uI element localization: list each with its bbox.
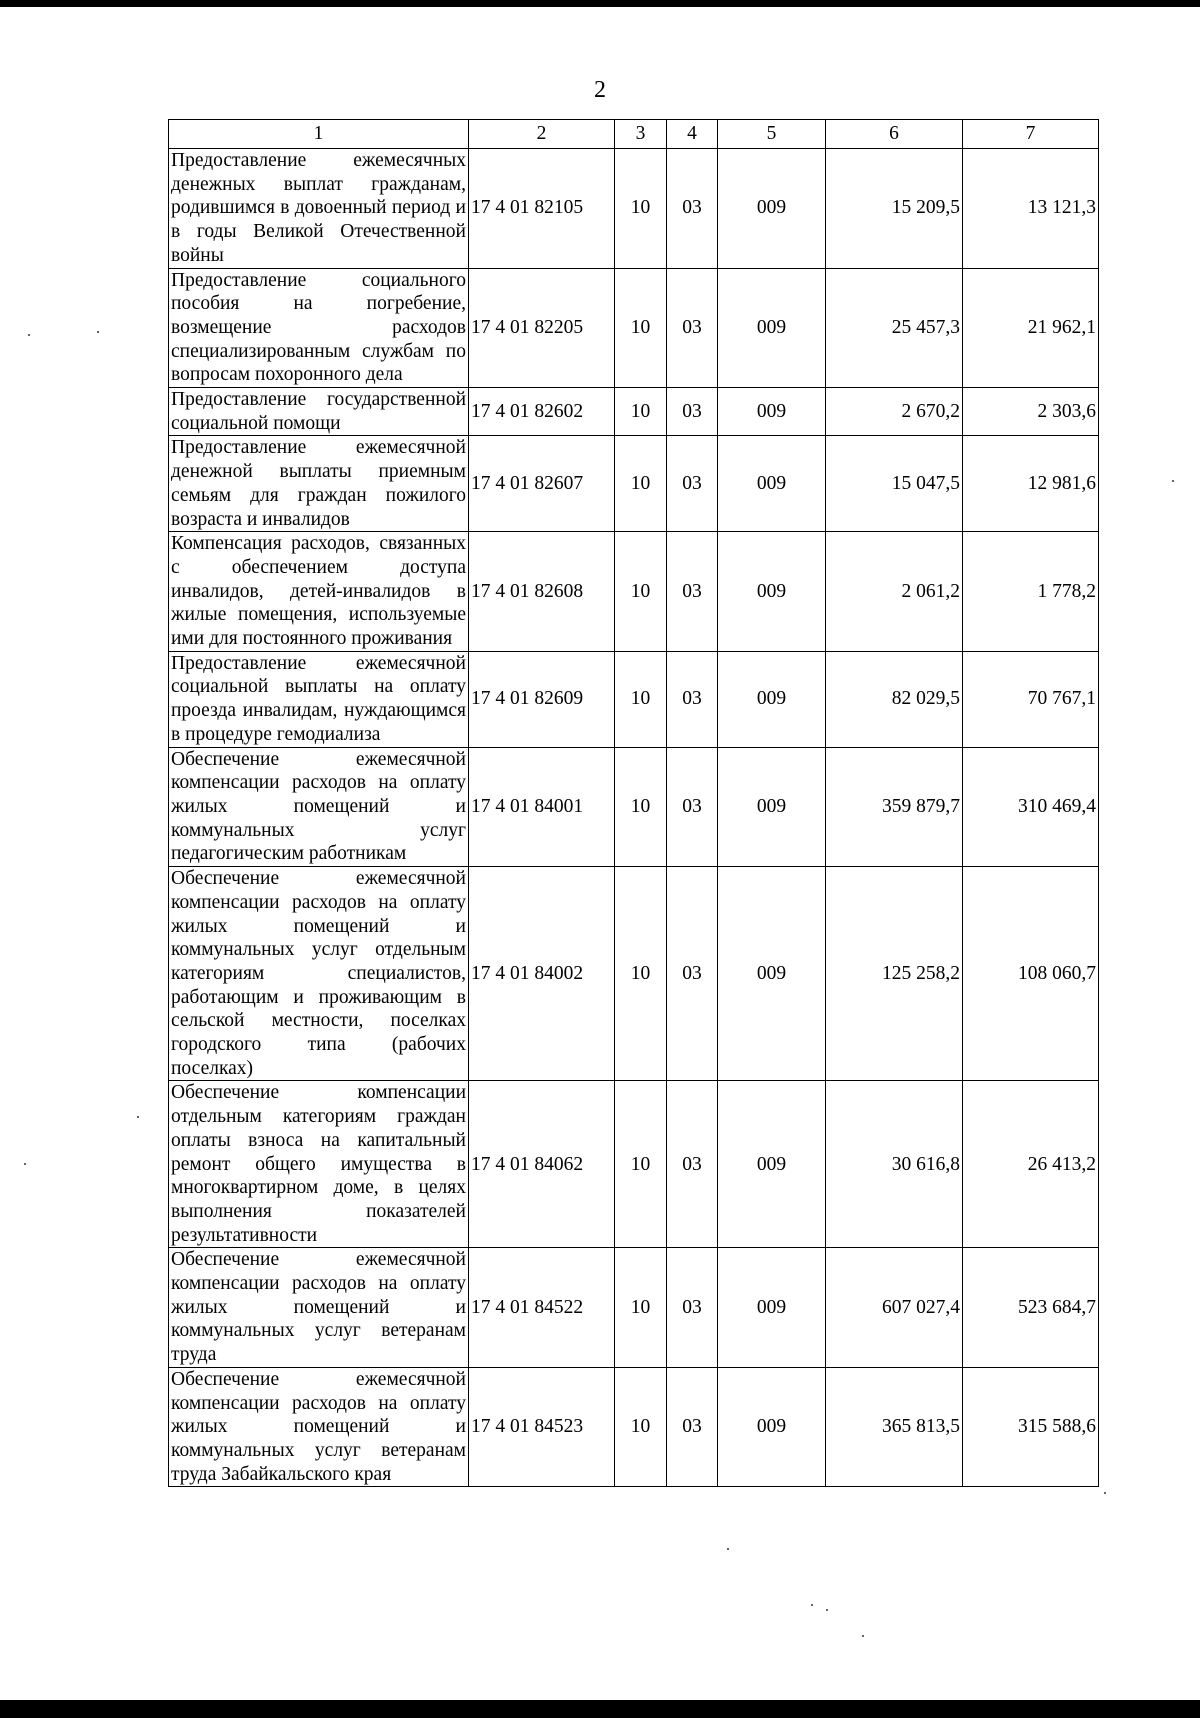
scan-speck <box>97 331 99 333</box>
scan-speck <box>24 1163 26 1165</box>
table-row <box>169 651 1099 747</box>
row-col-3: 10 <box>615 747 667 867</box>
row-col-6: 30 616,8 <box>826 1081 963 1248</box>
table-row <box>169 268 1099 388</box>
header-col-4: 4 <box>667 120 718 149</box>
row-col-6: 15 209,5 <box>826 149 963 269</box>
row-col-4: 03 <box>667 747 718 867</box>
row-col-4: 03 <box>667 867 718 1081</box>
row-col-7: 70 767,1 <box>963 651 1099 747</box>
row-col-6: 2 670,2 <box>826 388 963 436</box>
table-row <box>169 1081 1099 1248</box>
table-row <box>169 1367 1099 1487</box>
row-col-4: 03 <box>667 1248 718 1368</box>
header-row <box>169 120 1099 149</box>
row-name: Предоставление социального пособия на погребение, возмещение расходов специализированным службам по вопросам похоронного дела <box>169 268 469 388</box>
header-col-6: 6 <box>826 120 963 149</box>
row-col-3: 10 <box>615 1081 667 1248</box>
row-code: 17 4 01 82607 <box>469 436 615 532</box>
row-col-3: 10 <box>615 1367 667 1487</box>
scan-speck <box>1172 480 1174 482</box>
row-col-7: 12 981,6 <box>963 436 1099 532</box>
row-name: Предоставление ежемесячной социальной выплаты на оплату проезда инвалидам, нуждающимся в процедуре гемодиализа <box>169 651 469 747</box>
row-col-5: 009 <box>718 1081 826 1248</box>
row-col-4: 03 <box>667 651 718 747</box>
row-col-5: 009 <box>718 436 826 532</box>
row-col-5: 009 <box>718 747 826 867</box>
row-col-5: 009 <box>718 149 826 269</box>
row-col-3: 10 <box>615 867 667 1081</box>
table-header <box>169 120 1099 149</box>
header-col-7: 7 <box>963 120 1099 149</box>
table-body <box>169 149 1099 1487</box>
row-col-3: 10 <box>615 149 667 269</box>
row-col-7: 523 684,7 <box>963 1248 1099 1368</box>
row-col-4: 03 <box>667 388 718 436</box>
row-name: Обеспечение ежемесячной компенсации расходов на оплату жилых помещений и коммунальных услуг отдельным категориям специалистов, работающим и проживающим в сельской местности, поселках городского типа (рабочих поселках) <box>169 867 469 1081</box>
row-col-3: 10 <box>615 1248 667 1368</box>
row-name: Предоставление ежемесячных денежных выплат гражданам, родившимся в довоенный период и в годы Великой Отечественной войны <box>169 149 469 269</box>
row-col-7: 13 121,3 <box>963 149 1099 269</box>
row-code: 17 4 01 84523 <box>469 1367 615 1487</box>
row-col-4: 03 <box>667 1081 718 1248</box>
row-col-7: 310 469,4 <box>963 747 1099 867</box>
row-code: 17 4 01 82602 <box>469 388 615 436</box>
scan-speck <box>1104 1492 1106 1494</box>
row-code: 17 4 01 82609 <box>469 651 615 747</box>
row-col-5: 009 <box>718 867 826 1081</box>
row-code: 17 4 01 82205 <box>469 268 615 388</box>
row-name: Компенсация расходов, связанных с обеспечением доступа инвалидов, детей-инвалидов в жилые помещения, используемые ими для постоянного проживания <box>169 532 469 652</box>
row-col-6: 365 813,5 <box>826 1367 963 1487</box>
row-col-5: 009 <box>718 268 826 388</box>
scan-speck <box>826 1609 828 1611</box>
row-col-6: 25 457,3 <box>826 268 963 388</box>
row-code: 17 4 01 84062 <box>469 1081 615 1248</box>
row-col-3: 10 <box>615 268 667 388</box>
row-col-4: 03 <box>667 1367 718 1487</box>
row-col-6: 359 879,7 <box>826 747 963 867</box>
table-row <box>169 388 1099 436</box>
row-code: 17 4 01 84001 <box>469 747 615 867</box>
row-col-3: 10 <box>615 532 667 652</box>
row-col-3: 10 <box>615 388 667 436</box>
row-col-7: 108 060,7 <box>963 867 1099 1081</box>
table-row <box>169 867 1099 1081</box>
row-col-7: 26 413,2 <box>963 1081 1099 1248</box>
row-code: 17 4 01 82105 <box>469 149 615 269</box>
row-code: 17 4 01 84002 <box>469 867 615 1081</box>
header-col-3: 3 <box>615 120 667 149</box>
budget-table <box>168 119 1099 1487</box>
scan-edge-top <box>0 0 1200 7</box>
row-col-4: 03 <box>667 436 718 532</box>
row-col-3: 10 <box>615 436 667 532</box>
table-row <box>169 149 1099 269</box>
table-row <box>169 532 1099 652</box>
page-number: 2 <box>594 77 606 103</box>
row-col-4: 03 <box>667 532 718 652</box>
header-col-1: 1 <box>169 120 469 149</box>
row-col-5: 009 <box>718 1367 826 1487</box>
row-code: 17 4 01 84522 <box>469 1248 615 1368</box>
row-col-5: 009 <box>718 1248 826 1368</box>
row-name: Обеспечение компенсации отдельным категориям граждан оплаты взноса на капитальный ремонт общего имущества в многоквартирном доме, в целях выполнения показателей результативности <box>169 1081 469 1248</box>
row-col-6: 607 027,4 <box>826 1248 963 1368</box>
row-code: 17 4 01 82608 <box>469 532 615 652</box>
row-name: Обеспечение ежемесячной компенсации расходов на оплату жилых помещений и коммунальных услуг ветеранам труда Забайкальского края <box>169 1367 469 1487</box>
table-row <box>169 436 1099 532</box>
row-col-7: 315 588,6 <box>963 1367 1099 1487</box>
row-col-6: 82 029,5 <box>826 651 963 747</box>
header-col-5: 5 <box>718 120 826 149</box>
scan-speck <box>727 1548 729 1550</box>
scan-edge-bottom <box>0 1700 1200 1718</box>
row-col-7: 1 778,2 <box>963 532 1099 652</box>
scan-speck <box>862 1635 864 1637</box>
header-col-2: 2 <box>469 120 615 149</box>
row-col-6: 125 258,2 <box>826 867 963 1081</box>
table-row <box>169 747 1099 867</box>
row-col-7: 21 962,1 <box>963 268 1099 388</box>
row-col-6: 15 047,5 <box>826 436 963 532</box>
scan-speck <box>137 1116 139 1118</box>
row-col-4: 03 <box>667 268 718 388</box>
row-name: Обеспечение ежемесячной компенсации расходов на оплату жилых помещений и коммунальных услуг ветеранам труда <box>169 1248 469 1368</box>
row-col-4: 03 <box>667 149 718 269</box>
row-name: Предоставление государственной социальной помощи <box>169 388 469 436</box>
table-row <box>169 1248 1099 1368</box>
scan-speck <box>28 334 30 336</box>
row-name: Предоставление ежемесячной денежной выплаты приемным семьям для граждан пожилого возраста и инвалидов <box>169 436 469 532</box>
row-col-5: 009 <box>718 388 826 436</box>
row-col-3: 10 <box>615 651 667 747</box>
scan-speck <box>811 1604 813 1606</box>
row-col-6: 2 061,2 <box>826 532 963 652</box>
row-col-7: 2 303,6 <box>963 388 1099 436</box>
row-name: Обеспечение ежемесячной компенсации расходов на оплату жилых помещений и коммунальных услуг педагогическим работникам <box>169 747 469 867</box>
row-col-5: 009 <box>718 532 826 652</box>
row-col-5: 009 <box>718 651 826 747</box>
